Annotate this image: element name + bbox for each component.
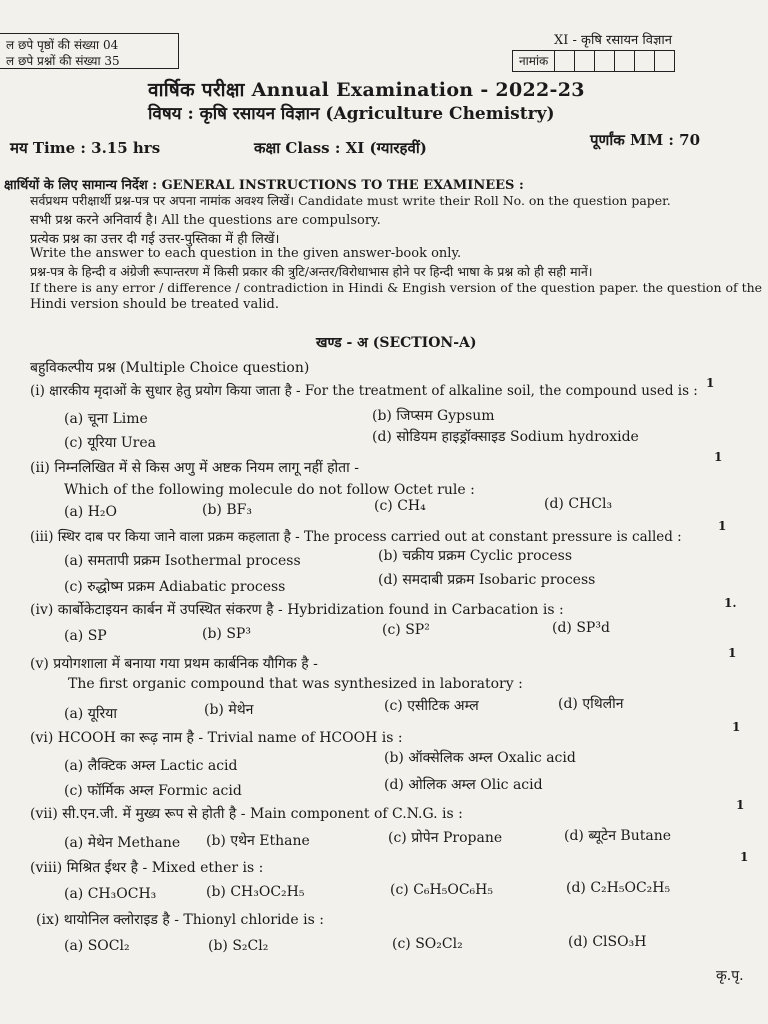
question-3: (iii) स्थिर दाब पर किया जाने वाला प्रक्रम कहलाता है - The process carried out at constant pressure is called : bbox=[30, 529, 682, 545]
option-c: (c) प्रोपेन Propane bbox=[388, 830, 503, 846]
option-d: (d) सोडियम हाइड्रॉक्साइड Sodium hydroxide bbox=[372, 429, 639, 445]
question-8: (viii) मिश्रित ईथर है - Mixed ether is : bbox=[30, 860, 264, 876]
option-c: (c) CH₄ bbox=[374, 498, 426, 514]
option-a: (a) चूना Lime bbox=[64, 411, 148, 427]
instruction-line: सभी प्रश्न करने अनिवार्य है। All the questions are compulsory. bbox=[30, 213, 381, 228]
roll-cell bbox=[615, 51, 635, 71]
option-a: (a) SP bbox=[64, 628, 107, 644]
option-a: (a) यूरिया bbox=[64, 706, 117, 722]
option-d: (d) ClSO₃H bbox=[568, 934, 647, 950]
option-d: (d) SP³d bbox=[552, 620, 610, 636]
question-1: (i) क्षारकीय मृदाओं के सुधार हेतु प्रयोग किया जाता है - For the treatment of alkaline soil, the compound used is : bbox=[30, 383, 698, 399]
option-b: (b) CH₃OC₂H₅ bbox=[206, 884, 305, 900]
question-2: (ii) निम्नलिखित में से किस अणु में अष्टक नियम लागू नहीं होता - bbox=[30, 460, 359, 476]
question-mark: 1. bbox=[724, 596, 737, 610]
roll-number-box bbox=[512, 50, 675, 72]
question-mark: 1 bbox=[736, 798, 745, 812]
option-d: (d) समदाबी प्रक्रम Isobaric process bbox=[378, 572, 596, 588]
option-c: (c) रुद्धोष्म प्रक्रम Adiabatic process bbox=[64, 579, 286, 595]
option-c: (c) C₆H₅OC₆H₅ bbox=[390, 882, 493, 898]
question-6: (vi) HCOOH का रूढ़ नाम है - Trivial name of HCOOH is : bbox=[30, 730, 403, 746]
option-d: (d) C₂H₅OC₂H₅ bbox=[566, 880, 671, 896]
question-mark: 1 bbox=[732, 720, 741, 734]
option-a: (a) SOCl₂ bbox=[64, 938, 130, 954]
roll-cell bbox=[595, 51, 615, 71]
time-allowed: मय Time : 3.15 hrs bbox=[10, 139, 161, 157]
instructions-heading: क्षार्थियों के लिए सामान्य निर्देश : GENERAL INSTRUCTIONS TO THE EXAMINEES : bbox=[4, 178, 524, 193]
section-subtitle: बहुविकल्पीय प्रश्न (Multiple Choice question) bbox=[30, 360, 310, 376]
question-5-english: The first organic compound that was synthesized in laboratory : bbox=[68, 676, 523, 692]
option-a: (a) समतापी प्रक्रम Isothermal process bbox=[64, 553, 301, 569]
instruction-line: Write the answer to each question in the given answer-book only. bbox=[30, 246, 462, 261]
option-d: (d) एथिलीन bbox=[558, 696, 624, 712]
class-label: कक्षा Class : XI (ग्यारहवीं) bbox=[254, 139, 427, 157]
option-a: (a) मेथेन Methane bbox=[64, 835, 181, 851]
question-mark: 1 bbox=[718, 519, 727, 533]
instruction-line: If there is any error / difference / contradiction in Hindi & Engish version of the question paper. the question of the bbox=[30, 280, 763, 295]
question-9: (ix) थायोनिल क्लोराइड है - Thionyl chloride is : bbox=[36, 912, 324, 928]
roll-cell bbox=[575, 51, 595, 71]
option-d: (d) ओलिक अम्ल Olic acid bbox=[384, 777, 543, 793]
option-a: (a) लैक्टिक अम्ल Lactic acid bbox=[64, 758, 238, 774]
option-a: (a) H₂O bbox=[64, 504, 118, 520]
option-b: (b) जिप्सम Gypsum bbox=[372, 408, 495, 424]
section-title: खण्ड - अ (SECTION-A) bbox=[316, 335, 477, 351]
question-mark: 1 bbox=[714, 450, 723, 464]
option-b: (b) ऑक्सेलिक अम्ल Oxalic acid bbox=[384, 750, 576, 766]
option-b: (b) चक्रीय प्रक्रम Cyclic process bbox=[378, 548, 573, 564]
option-b: (b) S₂Cl₂ bbox=[208, 938, 269, 954]
option-b: (b) एथेन Ethane bbox=[206, 833, 310, 849]
question-mark: 1 bbox=[728, 646, 737, 660]
max-marks: पूर्णांक MM : 70 bbox=[590, 131, 701, 149]
option-d: (d) CHCl₃ bbox=[544, 496, 613, 512]
instruction-line: प्रत्येक प्रश्न का उत्तर दी गई उत्तर-पुस्तिका में ही लिखें। bbox=[30, 232, 280, 247]
option-b: (b) BF₃ bbox=[202, 502, 252, 518]
question-mark: 1 bbox=[740, 850, 749, 864]
roll-label: नामांक bbox=[513, 51, 555, 71]
exam-title: वार्षिक परीक्षा Annual Examination - 2022-23 bbox=[148, 79, 585, 101]
instruction-line: Hindi version should be treated valid. bbox=[30, 297, 280, 312]
roll-cell bbox=[555, 51, 575, 71]
option-c: (c) SO₂Cl₂ bbox=[392, 936, 463, 952]
instruction-line: प्रश्न-पत्र के हिन्दी व अंग्रेजी रूपान्तरण में किसी प्रकार की त्रुटि/अन्तर/विरोधाभास होने पर हिन्दी भाषा के प्रश्न को ही सही मानें। bbox=[30, 264, 593, 279]
question-4: (iv) कार्बोकेटाइयन कार्बन में उपस्थित संकरण है - Hybridization found in Carbacation is : bbox=[30, 602, 564, 618]
option-b: (b) मेथेन bbox=[204, 702, 254, 718]
instruction-line: सर्वप्रथम परीक्षार्थी प्रश्न-पत्र पर अपना नामांक अवश्य लिखें। Candidate must write their Roll No. on the question paper. bbox=[30, 193, 671, 208]
roll-cell bbox=[635, 51, 655, 71]
option-a: (a) CH₃OCH₃ bbox=[64, 886, 157, 902]
subject-code: XI - कृषि रसायन विज्ञान bbox=[554, 33, 672, 48]
option-d: (d) ब्यूटेन Butane bbox=[564, 828, 672, 844]
option-c: (c) यूरिया Urea bbox=[64, 435, 157, 451]
subject-title: विषय : कृषि रसायन विज्ञान (Agriculture Chemistry) bbox=[148, 104, 555, 124]
question-7: (vii) सी.एन.जी. में मुख्य रूप से होती है - Main component of C.N.G. is : bbox=[30, 806, 463, 822]
question-2-english: Which of the following molecule do not follow Octet rule : bbox=[64, 482, 475, 498]
printed-pages-text: ल छपे पृष्ठों की संख्या 04 bbox=[6, 38, 119, 52]
option-c: (c) फॉर्मिक अम्ल Formic acid bbox=[64, 783, 242, 799]
option-b: (b) SP³ bbox=[202, 626, 251, 642]
question-mark: 1 bbox=[706, 376, 715, 390]
roll-cell bbox=[655, 51, 674, 71]
pto-label: कृ.पृ. bbox=[716, 968, 744, 984]
option-c: (c) SP² bbox=[382, 622, 430, 638]
option-c: (c) एसीटिक अम्ल bbox=[384, 698, 479, 714]
printed-questions-text: ल छपे प्रश्नों की संख्या 35 bbox=[6, 54, 120, 68]
question-5: (v) प्रयोगशाला में बनाया गया प्रथम कार्बनिक यौगिक है - bbox=[30, 656, 318, 672]
